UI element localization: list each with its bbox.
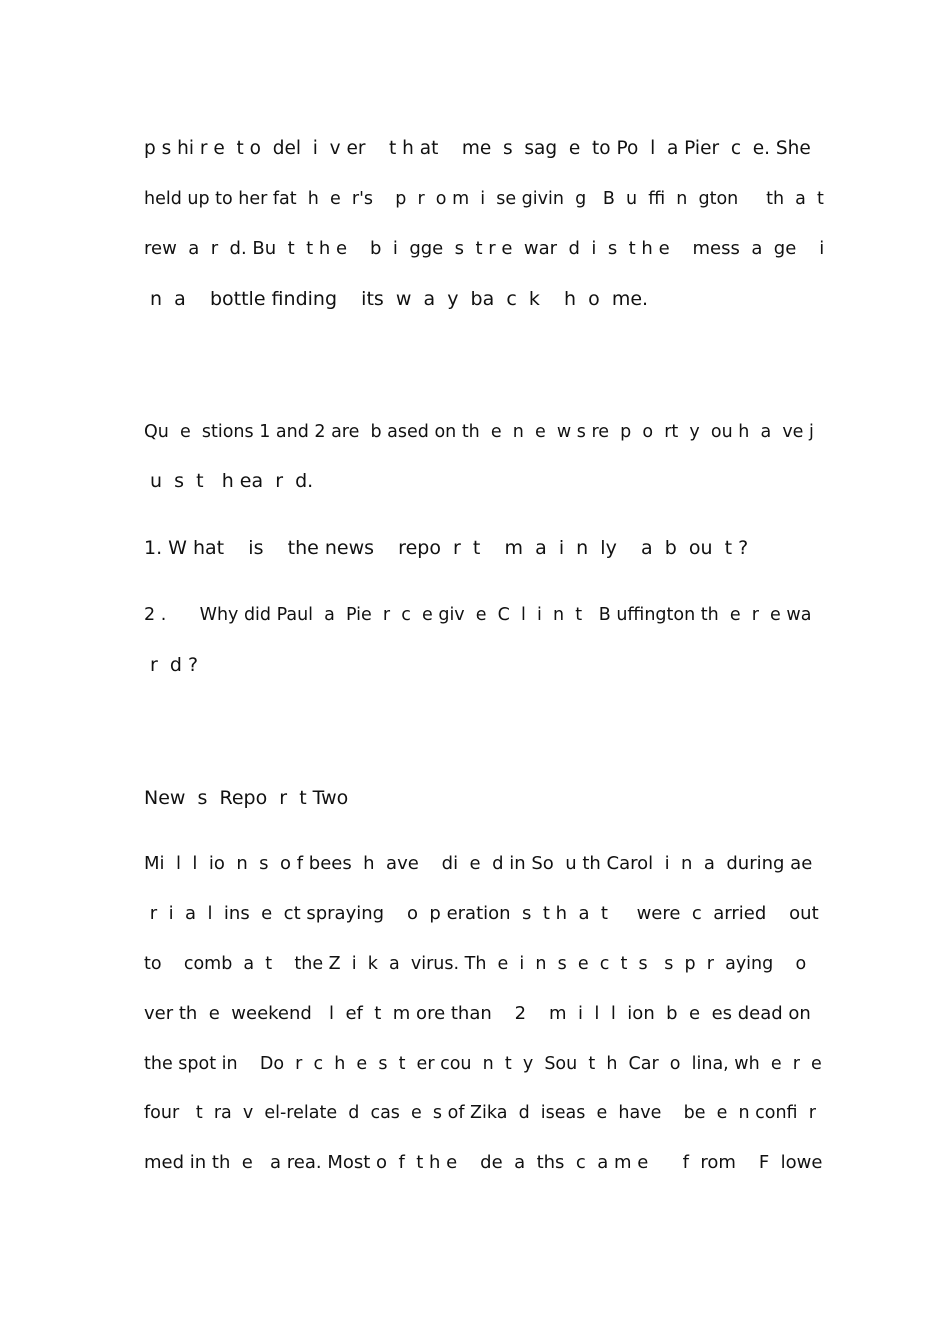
paragraph-2-line-2: r i a l ins e ct spraying o p eration s t h a t were c arried out xyxy=(144,903,819,924)
paragraph-2-line-1: Mi l l io n s o f bees h ave di e d in So u th Carol i n a during ae xyxy=(144,853,813,874)
paragraph-2-line-3: to comb a t the Z i k a virus. Th e i n s e c t s s p r aying o xyxy=(144,954,807,974)
paragraph-2-line-7: med in th e a rea. Most o f t h e de a ths c a m e f rom F lowe xyxy=(144,1152,823,1173)
section-heading-news-report-two: New s Repo r t Two xyxy=(144,787,349,809)
questions-intro-line-1: Qu e stions 1 and 2 are b ased on th e n e w s re p o rt y ou h a ve j xyxy=(144,422,814,442)
question-1: 1. W hat is the news repo r t m a i n ly a b ou t ? xyxy=(144,537,749,559)
paragraph-2-line-5: the spot in Do r c h e s t er cou n t y Sou t h Car o lina, wh e r e xyxy=(144,1054,822,1074)
paragraph-2-line-4: ver th e weekend l ef t m ore than 2 m i l l ion b e es dead on xyxy=(144,1003,811,1024)
paragraph-1-line-1: p s hi r e t o del i v er t h at me s sag e to Po l a Pier c e. She xyxy=(144,138,811,159)
questions-intro-line-2: u s t h ea r d. xyxy=(144,470,314,492)
question-2-line-1: 2 . Why did Paul a Pie r c e giv e C l i n t B uffington th e r e wa xyxy=(144,605,812,625)
question-2-line-2: r d ? xyxy=(144,654,199,676)
paragraph-1-line-3: rew a r d. Bu t t h e b i gge s t r e war d i s t h e mess a ge i xyxy=(144,238,825,259)
paragraph-1-line-2: held up to her fat h e r's p r o m i se givin g B u ffi n gton th a t xyxy=(144,189,824,209)
paragraph-2-line-6: four t ra v el-relate d cas e s of Zika d iseas e have be e n confi r xyxy=(144,1103,816,1123)
paragraph-1-line-4: n a bottle finding its w a y ba c k h o me. xyxy=(144,288,649,310)
